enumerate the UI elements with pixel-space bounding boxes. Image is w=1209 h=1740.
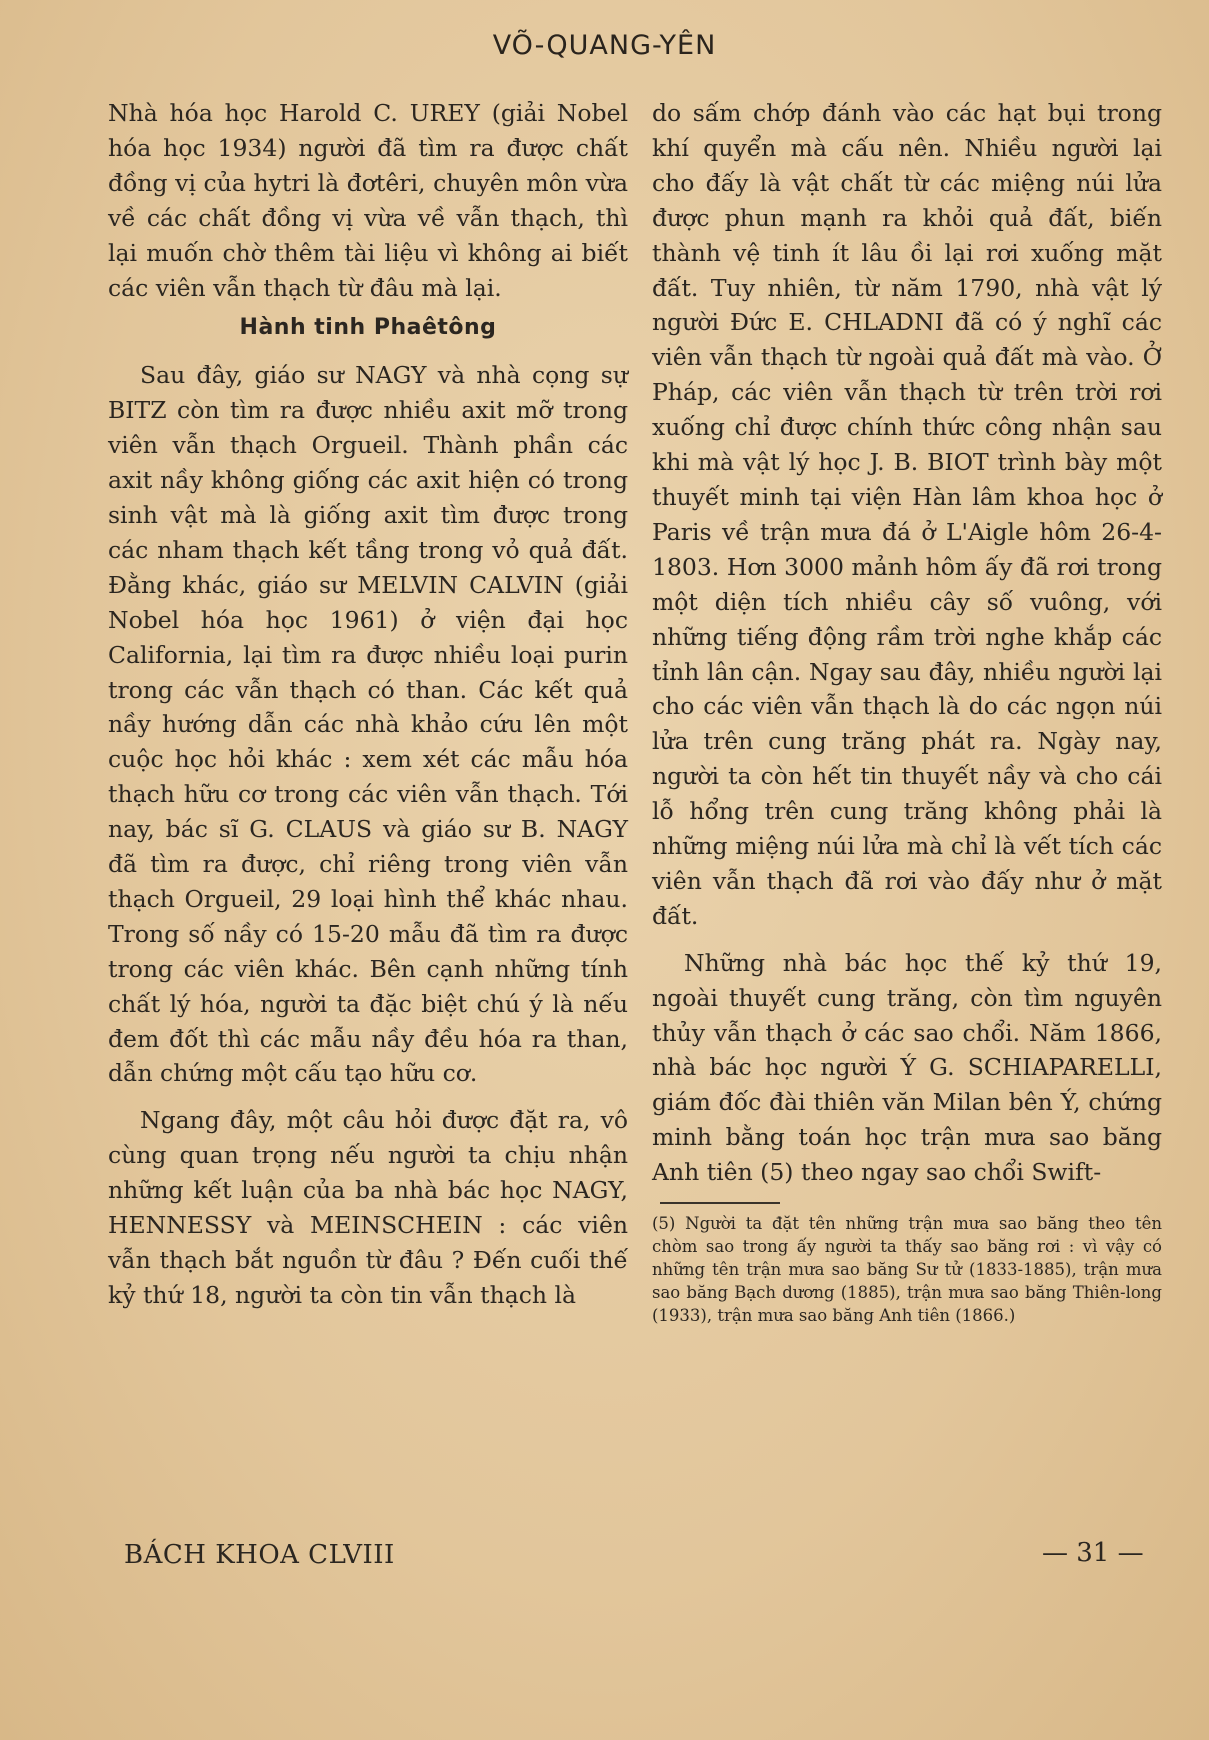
- page-number: — 31 —: [1042, 1538, 1144, 1568]
- paragraph: Những nhà bác học thế kỷ thứ 19, ngoài thuyết cung trăng, còn tìm nguyên thủy vẫn thạch ở các sao chổi. Năm 1866, nhà bác học người Ý G. SCHIAPARELLI, giám đốc đài thiên văn Milan bên Ý, chứng minh bằng toán học trận mưa sao băng Anh tiên (5) theo ngay sao chổi Swift-: [652, 948, 1162, 1187]
- paragraph: Nhà hóa học Harold C. UREY (giải Nobel hóa học 1934) người đã tìm ra được chất đồng vị của hytri là đơtêri, chuyên môn vừa về các chất đồng vị vừa về vẫn thạch, thì lại muốn chờ thêm tài liệu vì không ai biết các viên vẫn thạch từ đâu mà lại.: [108, 99, 628, 302]
- footnote: (5) Người ta đặt tên những trận mưa sao băng theo tên chòm sao trong ấy người ta thấy sao băng rơi : vì vậy có những tên trận mưa sao băng Sư tử (1833-1885), trận mưa sao băng Bạch dương (1885), trận mưa sao băng Thiên-long (1933), trận mưa sao băng Anh tiên (1866.): [652, 1214, 1162, 1326]
- publication-footer: BÁCH KHOA CLVIII: [124, 1540, 395, 1570]
- running-header-author: VÕ-QUANG-YÊN: [492, 30, 717, 61]
- paragraph: Ngang đây, một câu hỏi được đặt ra, vô cùng quan trọng nếu người ta chịu nhận những kết luận của ba nhà bác học NAGY, HENNESSY và MEINSCHEIN : các viên vẫn thạch bắt nguồn từ đâu ? Đến cuối thế kỷ thứ 18, người ta còn tin vẫn thạch là: [108, 1106, 628, 1309]
- section-heading: Hành tinh Phaêtông: [239, 315, 497, 341]
- paragraph: do sấm chớp đánh vào các hạt bụi trong khí quyển mà cấu nên. Nhiều người lại cho đấy là vật chất từ các miệng núi lửa được phun mạnh ra khỏi quả đất, biến thành vệ tinh ít lâu ồi lại rơi xuống mặt đất. Tuy nhiên, từ năm 1790, nhà vật lý người Đức E. CHLADNI đã có ý nghĩ các viên vẫn thạch từ ngoài quả đất mà vào. Ở Pháp, các viên vẫn thạch từ trên trời rơi xuống chỉ được chính thức công nhận sau khi mà vật lý học J. B. BIOT trình bày một thuyết minh tại viện Hàn lâm khoa học ở Paris về trận mưa đá ở L'Aigle hôm 26-4-1803. Hơn 3000 mảnh hôm ấy đã rơi trong một diện tích nhiều cây số vuông, với những tiếng động rầm trời nghe khắp các tỉnh lân cận. Ngay sau đây, nhiều người lại cho các viên vẫn thạch là do các ngọn núi lửa trên cung trăng phát ra. Ngày nay, người ta còn hết tin thuyết nầy và cho cái lỗ hổng trên cung trăng không phải là những miệng núi lửa mà chỉ là vết tích các viên vẫn thạch đã rơi vào đấy như ở mặt đất.: [652, 99, 1162, 930]
- paragraph: Sau đây, giáo sư NAGY và nhà cọng sự BITZ còn tìm ra được nhiều axit mỡ trong viên vẫn thạch Orgueil. Thành phần các axit nầy không giống các axit hiện có trong sinh vật mà là giống axit tìm được trong các nham thạch kết tầng trong vỏ quả đất. Đằng khác, giáo sư MELVIN CALVIN (giải Nobel hóa học 1961) ở viện đại học California, lại tìm ra được nhiều loại purin trong các vẫn thạch có than. Các kết quả nầy hướng dẫn các nhà khảo cứu lên một cuộc học hỏi khác : xem xét các mẫu hóa thạch hữu cơ trong các viên vẫn thạch. Tới nay, bác sĩ G. CLAUS và giáo sư B. NAGY đã tìm ra được, chỉ riêng trong viên vẫn thạch Orgueil, 29 loại hình thể khác nhau. Trong số nầy có 15-20 mẫu đã tìm ra được trong các viên khác. Bên cạnh những tính chất lý hóa, người ta đặc biệt chú ý là nếu đem đốt thì các mẫu nầy đều hóa ra than, dẫn chứng một cấu tạo hữu cơ.: [108, 361, 628, 1088]
- footnote-divider: [660, 1202, 780, 1204]
- left-column: [108, 96, 628, 1313]
- right-column: [652, 96, 1162, 1327]
